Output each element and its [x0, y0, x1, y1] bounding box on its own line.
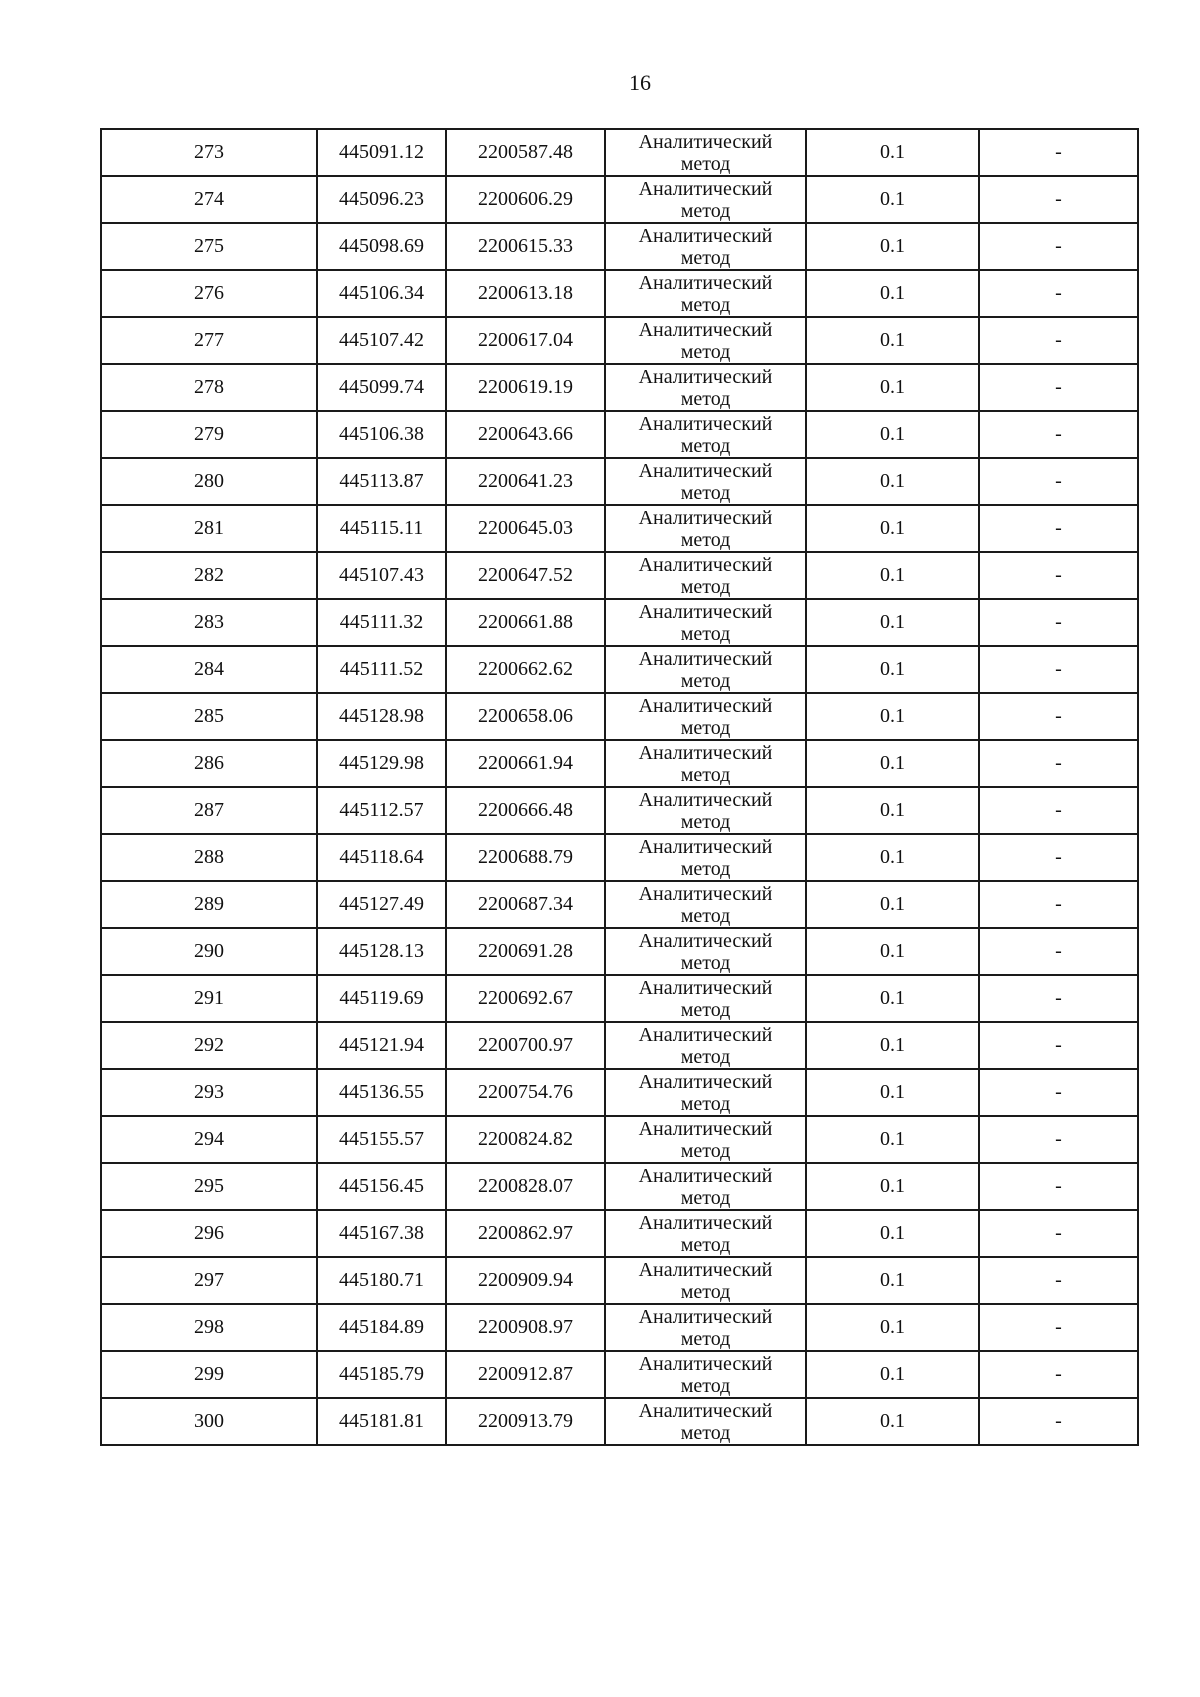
accuracy-cell: 0.1 — [806, 552, 979, 599]
point-number-cell: 298 — [101, 1304, 317, 1351]
description-cell: - — [979, 364, 1138, 411]
accuracy-cell: 0.1 — [806, 364, 979, 411]
method-line-1: Аналитический — [638, 365, 773, 388]
y-coordinate-cell: 2200754.76 — [446, 1069, 605, 1116]
method-cell — [605, 834, 806, 881]
accuracy-cell: 0.1 — [806, 176, 979, 223]
x-coordinate-cell: 445096.23 — [317, 176, 446, 223]
method-cell — [605, 129, 806, 176]
table-row — [101, 1304, 1138, 1351]
description-cell: - — [979, 505, 1138, 552]
y-coordinate-cell: 2200647.52 — [446, 552, 605, 599]
method-line-2: метод — [680, 199, 731, 222]
method-line-2: метод — [680, 1045, 731, 1068]
method-line-2: метод — [680, 1233, 731, 1256]
method-line-1: Аналитический — [638, 929, 773, 952]
method-line-1: Аналитический — [638, 1211, 773, 1234]
table-row — [101, 411, 1138, 458]
point-number-cell: 299 — [101, 1351, 317, 1398]
method-line-2: метод — [680, 340, 731, 363]
point-number-cell: 288 — [101, 834, 317, 881]
y-coordinate-cell: 2200700.97 — [446, 1022, 605, 1069]
method-line-2: метод — [680, 810, 731, 833]
method-line-2: метод — [680, 434, 731, 457]
method-line-2: метод — [680, 387, 731, 410]
point-number-cell: 283 — [101, 599, 317, 646]
table-row — [101, 1069, 1138, 1116]
y-coordinate-cell: 2200617.04 — [446, 317, 605, 364]
description-cell: - — [979, 223, 1138, 270]
x-coordinate-cell: 445180.71 — [317, 1257, 446, 1304]
method-cell — [605, 1210, 806, 1257]
y-coordinate-cell: 2200909.94 — [446, 1257, 605, 1304]
table-row — [101, 129, 1138, 176]
table-row — [101, 787, 1138, 834]
method-cell — [605, 411, 806, 458]
description-cell: - — [979, 176, 1138, 223]
x-coordinate-cell: 445129.98 — [317, 740, 446, 787]
table-row — [101, 1022, 1138, 1069]
method-line-1: Аналитический — [638, 506, 773, 529]
point-number-cell: 287 — [101, 787, 317, 834]
y-coordinate-cell: 2200661.88 — [446, 599, 605, 646]
method-line-1: Аналитический — [638, 1023, 773, 1046]
table-row — [101, 1398, 1138, 1445]
method-line-2: метод — [680, 1421, 731, 1444]
point-number-cell: 297 — [101, 1257, 317, 1304]
description-cell: - — [979, 599, 1138, 646]
accuracy-cell: 0.1 — [806, 834, 979, 881]
accuracy-cell: 0.1 — [806, 1351, 979, 1398]
method-cell — [605, 317, 806, 364]
point-number-cell: 281 — [101, 505, 317, 552]
description-cell: - — [979, 834, 1138, 881]
description-cell: - — [979, 740, 1138, 787]
accuracy-cell: 0.1 — [806, 411, 979, 458]
x-coordinate-cell: 445136.55 — [317, 1069, 446, 1116]
y-coordinate-cell: 2200824.82 — [446, 1116, 605, 1163]
x-coordinate-cell: 445106.38 — [317, 411, 446, 458]
method-line-1: Аналитический — [638, 459, 773, 482]
point-number-cell: 274 — [101, 176, 317, 223]
method-line-2: метод — [680, 622, 731, 645]
accuracy-cell: 0.1 — [806, 1210, 979, 1257]
description-cell: - — [979, 928, 1138, 975]
accuracy-cell: 0.1 — [806, 505, 979, 552]
x-coordinate-cell: 445112.57 — [317, 787, 446, 834]
point-number-cell: 286 — [101, 740, 317, 787]
method-line-2: метод — [680, 1280, 731, 1303]
method-line-2: метод — [680, 1186, 731, 1209]
method-line-2: метод — [680, 1374, 731, 1397]
x-coordinate-cell: 445098.69 — [317, 223, 446, 270]
y-coordinate-cell: 2200645.03 — [446, 505, 605, 552]
x-coordinate-cell: 445121.94 — [317, 1022, 446, 1069]
description-cell: - — [979, 881, 1138, 928]
method-line-2: метод — [680, 293, 731, 316]
method-cell — [605, 458, 806, 505]
table-row — [101, 364, 1138, 411]
description-cell: - — [979, 552, 1138, 599]
method-line-1: Аналитический — [638, 1117, 773, 1140]
method-cell — [605, 1304, 806, 1351]
x-coordinate-cell: 445107.42 — [317, 317, 446, 364]
description-cell: - — [979, 1163, 1138, 1210]
table-row — [101, 552, 1138, 599]
y-coordinate-cell: 2200619.19 — [446, 364, 605, 411]
x-coordinate-cell: 445106.34 — [317, 270, 446, 317]
x-coordinate-cell: 445185.79 — [317, 1351, 446, 1398]
method-line-1: Аналитический — [638, 224, 773, 247]
accuracy-cell: 0.1 — [806, 458, 979, 505]
method-cell — [605, 599, 806, 646]
y-coordinate-cell: 2200606.29 — [446, 176, 605, 223]
method-cell — [605, 881, 806, 928]
y-coordinate-cell: 2200687.34 — [446, 881, 605, 928]
point-number-cell: 285 — [101, 693, 317, 740]
method-line-2: метод — [680, 1139, 731, 1162]
accuracy-cell: 0.1 — [806, 1116, 979, 1163]
point-number-cell: 284 — [101, 646, 317, 693]
accuracy-cell: 0.1 — [806, 928, 979, 975]
method-line-1: Аналитический — [638, 1399, 773, 1422]
x-coordinate-cell: 445118.64 — [317, 834, 446, 881]
y-coordinate-cell: 2200662.62 — [446, 646, 605, 693]
point-number-cell: 291 — [101, 975, 317, 1022]
accuracy-cell: 0.1 — [806, 975, 979, 1022]
point-number-cell: 293 — [101, 1069, 317, 1116]
accuracy-cell: 0.1 — [806, 646, 979, 693]
coordinates-table-body — [101, 129, 1138, 1445]
description-cell: - — [979, 270, 1138, 317]
x-coordinate-cell: 445181.81 — [317, 1398, 446, 1445]
y-coordinate-cell: 2200828.07 — [446, 1163, 605, 1210]
method-line-1: Аналитический — [638, 976, 773, 999]
accuracy-cell: 0.1 — [806, 129, 979, 176]
method-cell — [605, 740, 806, 787]
accuracy-cell: 0.1 — [806, 1398, 979, 1445]
point-number-cell: 277 — [101, 317, 317, 364]
point-number-cell: 292 — [101, 1022, 317, 1069]
accuracy-cell: 0.1 — [806, 1069, 979, 1116]
method-line-1: Аналитический — [638, 647, 773, 670]
y-coordinate-cell: 2200643.66 — [446, 411, 605, 458]
description-cell: - — [979, 458, 1138, 505]
coordinates-table — [100, 128, 1139, 1446]
method-line-1: Аналитический — [638, 882, 773, 905]
description-cell: - — [979, 646, 1138, 693]
method-cell — [605, 787, 806, 834]
x-coordinate-cell: 445111.52 — [317, 646, 446, 693]
method-cell — [605, 928, 806, 975]
x-coordinate-cell: 445184.89 — [317, 1304, 446, 1351]
y-coordinate-cell: 2200666.48 — [446, 787, 605, 834]
method-line-2: метод — [680, 246, 731, 269]
table-row — [101, 834, 1138, 881]
description-cell: - — [979, 1210, 1138, 1257]
x-coordinate-cell: 445119.69 — [317, 975, 446, 1022]
accuracy-cell: 0.1 — [806, 270, 979, 317]
method-line-1: Аналитический — [638, 318, 773, 341]
method-line-1: Аналитический — [638, 1070, 773, 1093]
table-row — [101, 1257, 1138, 1304]
description-cell: - — [979, 1069, 1138, 1116]
description-cell: - — [979, 1398, 1138, 1445]
description-cell: - — [979, 787, 1138, 834]
method-cell — [605, 176, 806, 223]
description-cell: - — [979, 1022, 1138, 1069]
table-row — [101, 693, 1138, 740]
y-coordinate-cell: 2200641.23 — [446, 458, 605, 505]
point-number-cell: 279 — [101, 411, 317, 458]
x-coordinate-cell: 445167.38 — [317, 1210, 446, 1257]
description-cell: - — [979, 129, 1138, 176]
point-number-cell: 294 — [101, 1116, 317, 1163]
method-line-1: Аналитический — [638, 788, 773, 811]
method-line-1: Аналитический — [638, 1352, 773, 1375]
method-line-2: метод — [680, 1327, 731, 1350]
point-number-cell: 275 — [101, 223, 317, 270]
method-line-2: метод — [680, 951, 731, 974]
method-line-2: метод — [680, 857, 731, 880]
method-line-1: Аналитический — [638, 1164, 773, 1187]
description-cell: - — [979, 1351, 1138, 1398]
method-line-2: метод — [680, 575, 731, 598]
point-number-cell: 276 — [101, 270, 317, 317]
accuracy-cell: 0.1 — [806, 1304, 979, 1351]
method-cell — [605, 646, 806, 693]
method-line-2: метод — [680, 481, 731, 504]
description-cell: - — [979, 1257, 1138, 1304]
method-cell — [605, 270, 806, 317]
table-row — [101, 223, 1138, 270]
table-row — [101, 458, 1138, 505]
point-number-cell: 296 — [101, 1210, 317, 1257]
description-cell: - — [979, 411, 1138, 458]
method-line-2: метод — [680, 152, 731, 175]
y-coordinate-cell: 2200615.33 — [446, 223, 605, 270]
x-coordinate-cell: 445128.98 — [317, 693, 446, 740]
x-coordinate-cell: 445127.49 — [317, 881, 446, 928]
method-line-2: метод — [680, 763, 731, 786]
method-cell — [605, 364, 806, 411]
y-coordinate-cell: 2200661.94 — [446, 740, 605, 787]
description-cell: - — [979, 1116, 1138, 1163]
table-row — [101, 740, 1138, 787]
method-cell — [605, 223, 806, 270]
method-cell — [605, 505, 806, 552]
x-coordinate-cell: 445128.13 — [317, 928, 446, 975]
x-coordinate-cell: 445115.11 — [317, 505, 446, 552]
page-number: 16 — [629, 70, 651, 95]
method-line-2: метод — [680, 716, 731, 739]
point-number-cell: 280 — [101, 458, 317, 505]
y-coordinate-cell: 2200613.18 — [446, 270, 605, 317]
method-line-2: метод — [680, 904, 731, 927]
y-coordinate-cell: 2200587.48 — [446, 129, 605, 176]
y-coordinate-cell: 2200691.28 — [446, 928, 605, 975]
description-cell: - — [979, 975, 1138, 1022]
accuracy-cell: 0.1 — [806, 693, 979, 740]
method-line-1: Аналитический — [638, 412, 773, 435]
description-cell: - — [979, 317, 1138, 364]
table-row — [101, 928, 1138, 975]
table-row — [101, 599, 1138, 646]
point-number-cell: 273 — [101, 129, 317, 176]
method-cell — [605, 1257, 806, 1304]
accuracy-cell: 0.1 — [806, 1022, 979, 1069]
x-coordinate-cell: 445111.32 — [317, 599, 446, 646]
method-cell — [605, 1022, 806, 1069]
method-line-2: метод — [680, 998, 731, 1021]
accuracy-cell: 0.1 — [806, 1257, 979, 1304]
method-line-1: Аналитический — [638, 177, 773, 200]
x-coordinate-cell: 445156.45 — [317, 1163, 446, 1210]
method-cell — [605, 1398, 806, 1445]
method-line-1: Аналитический — [638, 1258, 773, 1281]
method-line-2: метод — [680, 528, 731, 551]
description-cell: - — [979, 1304, 1138, 1351]
method-line-1: Аналитический — [638, 271, 773, 294]
accuracy-cell: 0.1 — [806, 1163, 979, 1210]
y-coordinate-cell: 2200908.97 — [446, 1304, 605, 1351]
method-line-1: Аналитический — [638, 835, 773, 858]
table-row — [101, 270, 1138, 317]
table-row — [101, 505, 1138, 552]
accuracy-cell: 0.1 — [806, 599, 979, 646]
method-cell — [605, 1069, 806, 1116]
point-number-cell: 282 — [101, 552, 317, 599]
table-row — [101, 176, 1138, 223]
table-row — [101, 1351, 1138, 1398]
accuracy-cell: 0.1 — [806, 223, 979, 270]
accuracy-cell: 0.1 — [806, 740, 979, 787]
point-number-cell: 290 — [101, 928, 317, 975]
method-line-1: Аналитический — [638, 553, 773, 576]
point-number-cell: 295 — [101, 1163, 317, 1210]
accuracy-cell: 0.1 — [806, 317, 979, 364]
method-line-1: Аналитический — [638, 741, 773, 764]
x-coordinate-cell: 445113.87 — [317, 458, 446, 505]
table-row — [101, 1210, 1138, 1257]
method-cell — [605, 975, 806, 1022]
table-row — [101, 646, 1138, 693]
x-coordinate-cell: 445155.57 — [317, 1116, 446, 1163]
description-cell: - — [979, 693, 1138, 740]
y-coordinate-cell: 2200692.67 — [446, 975, 605, 1022]
table-row — [101, 317, 1138, 364]
table-row — [101, 1116, 1138, 1163]
method-line-1: Аналитический — [638, 694, 773, 717]
method-line-1: Аналитический — [638, 130, 773, 153]
method-line-1: Аналитический — [638, 1305, 773, 1328]
accuracy-cell: 0.1 — [806, 881, 979, 928]
y-coordinate-cell: 2200658.06 — [446, 693, 605, 740]
method-cell — [605, 1351, 806, 1398]
method-line-1: Аналитический — [638, 600, 773, 623]
method-cell — [605, 552, 806, 599]
table-row — [101, 881, 1138, 928]
point-number-cell: 278 — [101, 364, 317, 411]
table-row — [101, 975, 1138, 1022]
point-number-cell: 289 — [101, 881, 317, 928]
table-row — [101, 1163, 1138, 1210]
method-cell — [605, 1116, 806, 1163]
y-coordinate-cell: 2200912.87 — [446, 1351, 605, 1398]
accuracy-cell: 0.1 — [806, 787, 979, 834]
y-coordinate-cell: 2200913.79 — [446, 1398, 605, 1445]
y-coordinate-cell: 2200862.97 — [446, 1210, 605, 1257]
x-coordinate-cell: 445107.43 — [317, 552, 446, 599]
method-cell — [605, 1163, 806, 1210]
point-number-cell: 300 — [101, 1398, 317, 1445]
y-coordinate-cell: 2200688.79 — [446, 834, 605, 881]
method-line-2: метод — [680, 1092, 731, 1115]
x-coordinate-cell: 445091.12 — [317, 129, 446, 176]
method-line-2: метод — [680, 669, 731, 692]
method-cell — [605, 693, 806, 740]
x-coordinate-cell: 445099.74 — [317, 364, 446, 411]
